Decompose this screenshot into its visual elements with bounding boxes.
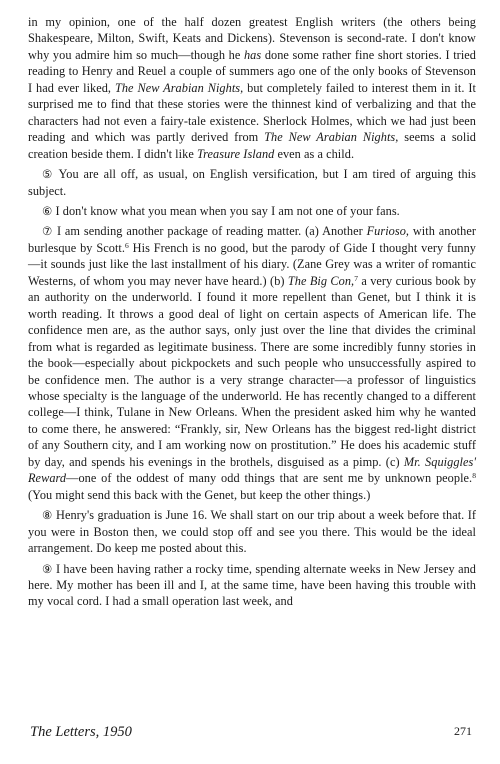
paragraph-number: ⑦ — [42, 224, 54, 239]
footnote-ref-6: 6 — [125, 240, 129, 250]
letter-body — [28, 14, 476, 614]
paragraph-number: ⑥ — [42, 203, 53, 218]
paragraph-number: ⑧ — [42, 508, 53, 523]
footnote-ref-8: 8 — [472, 471, 476, 481]
paragraph-8: ⑧ Henry's graduation is June 16. We shall start on our trip about a week before that. If you were in Boston then, we could stop off and see you there. This would be the ideal arrangement. Do keep me posted about this. — [28, 508, 476, 556]
page-number: 271 — [454, 724, 472, 738]
paragraph-6: ⑥ I don't know what you mean when you say I am not one of your fans. — [42, 203, 400, 218]
paragraph-number: ⑤ — [42, 167, 55, 182]
paragraph-9: ⑨ I have been having rather a rocky time, spending alternate weeks in New Jersey and here. My mother has been ill and I, at the same time, have been having this trouble with my vocal cord. I had a small operation last week, and — [28, 561, 476, 609]
paragraph-number: ⑨ — [42, 561, 53, 576]
paragraph-continued: in my opinion, one of the half dozen greatest English writers (the others being Shakespeare, Milton, Swift, Keats and Dickens). Stevenson is second-rate. I don't know why you admire him so much—though he has done some rather fine short stories. I tried reading to Henry and Reuel a couple of summers ago one of the only books of Stevenson I had ever liked, The New Arabian Nights, but completely failed to interest them in it. It surprised me to find that these stories were the thinnest kind of verbalizing and that the characters had not even a fairy-tale existence. Sherlock Holmes, which we had just been reading and which was partly derived from The New Arabian Nights, seems a solid creation beside them. I didn't like Treasure Island even as a child. — [28, 15, 476, 161]
paragraph-5: ⑤ You are all off, as usual, on English versification, but I am tired of arguing this subject. — [28, 167, 476, 198]
running-head: The Letters, 1950 — [30, 724, 132, 740]
page-footer — [30, 724, 472, 744]
footnote-ref-7: 7 — [354, 273, 358, 283]
paragraph-7: ⑦ I am sending another package of reading matter. (a) Another Furioso, with another burlesque by Scott.$^6$ His French is no good, but the parody of Gide I thought very funny—it sounds just like the last installment of his diary. (Zane Grey was a writer of romantic Westerns, of whom you may never have heard.) (b) The Big Con,$^7$ a very curious book by an authority on the underworld. I found it more repellent than Genet, but I think it is worth reading. It throws a good deal of light on certain aspects of American life. The confidence men are, as the author says, only just over the line that divides the criminal from what is regarded as legitimate business. There are some incredibly funny stories in the book—especially about pickpockets and such people who unsuccessfully aspired to be confidence men. The author is a very strange character—a professor of linguistics whose specialty is the language of the underworld. He has recently changed to a different college—I think, Tulane in New Orleans. When the president asked him why he wanted to come there, he answered: “Frankly, sir, New Orleans has the biggest red-light district of any Southern city, and I am working now on prostitution.” He does his academic stuff by day, and spends his evenings in the brothels, disguised as a pimp. (c) Mr. Squiggles' Reward—one of the oddest of many odd things that are sent me by unknown people.$^8$ (You might send this back with the Genet, but keep the other things.) — [28, 224, 477, 502]
